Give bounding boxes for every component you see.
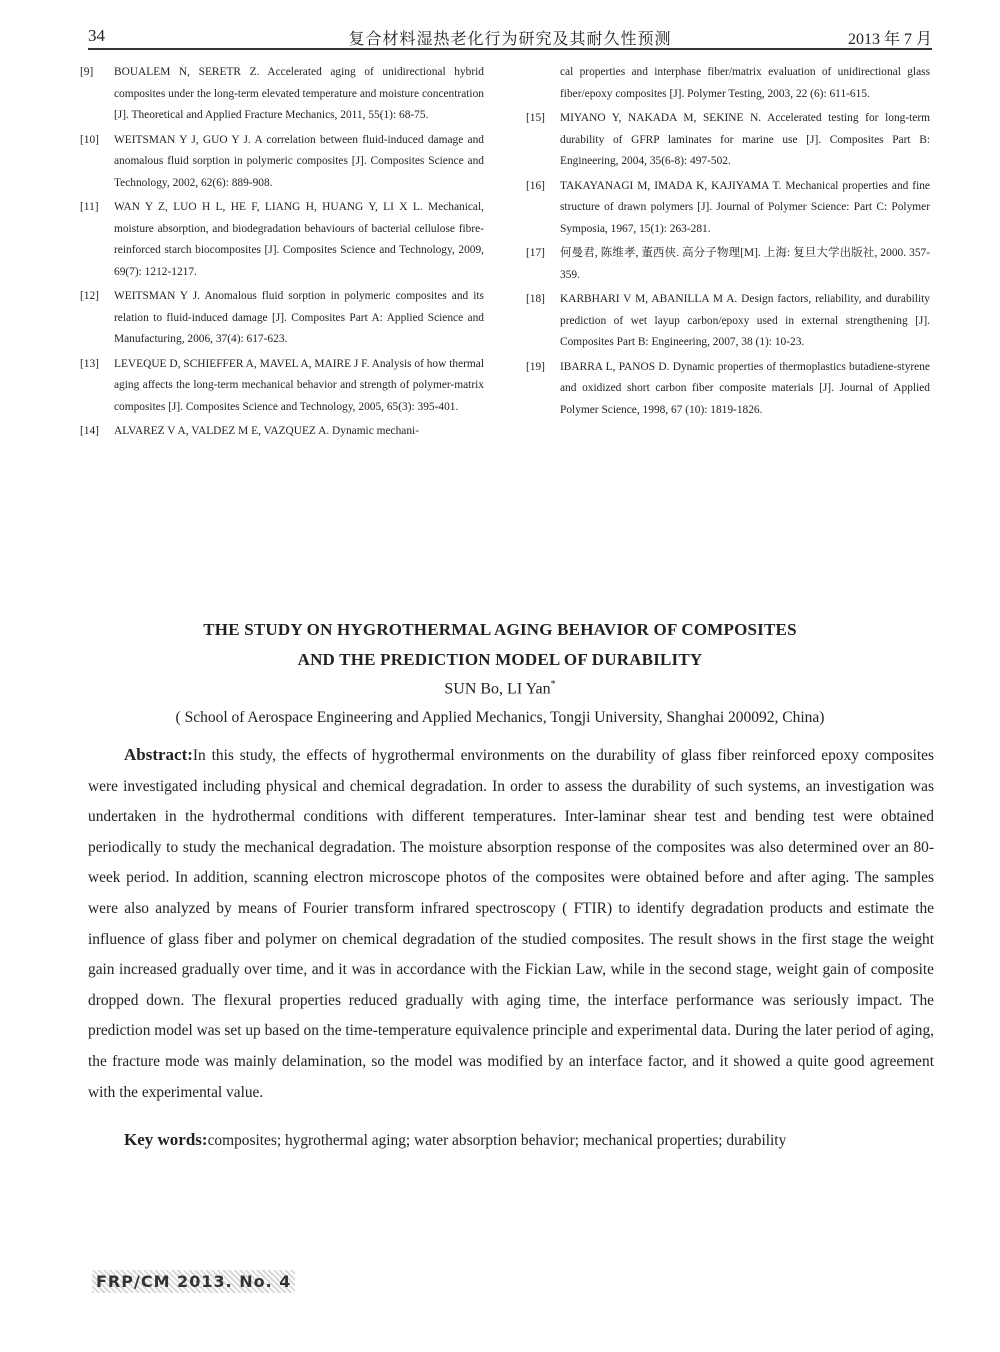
authors <box>80 679 920 698</box>
affiliation: ( School of Aerospace Engineering and Applied Mechanics, Tongji University, Shanghai 200092, China) <box>175 709 825 726</box>
journal-running-title: 复合材料湿热老化行为研究及其耐久性预测 <box>348 29 672 48</box>
corresponding-author-mark: * <box>550 679 556 690</box>
reference-text: MIYANO Y, NAKADA M, SEKINE N. Accelerated testing for long-term durability of GFRP laminates for marine use [J]. Composites Part B: Engineering, 2004, 35(6-8): 497-502. <box>560 112 930 167</box>
reference-number: [11] <box>80 201 99 213</box>
keywords-label: Key words: <box>124 1130 208 1149</box>
reference-number: [9] <box>80 66 94 78</box>
reference-item <box>80 286 484 351</box>
reference-text: TAKAYANAGI M, IMADA K, KAJIYAMA T. Mechanical properties and fine structure of drawn polymers [J]. Journal of Polymer Science: Part C: Polymer Symposia, 1967, 15(1): 263-281. <box>560 179 930 235</box>
references-left-column <box>80 62 484 446</box>
keywords <box>124 1130 934 1150</box>
reference-item <box>526 108 930 173</box>
reference-number: [14] <box>80 425 99 437</box>
reference-item <box>526 289 930 354</box>
keywords-text: composites; hygrothermal aging; water absorption behavior; mechanical properties; durability <box>207 1132 787 1149</box>
reference-item <box>526 357 930 422</box>
journal-issue-footer: FRP/CM 2013. No. 4 <box>92 1270 295 1293</box>
reference-number: [16] <box>526 179 545 192</box>
reference-item <box>80 421 484 443</box>
reference-text: KARBHARI V M, ABANILLA M A. Design factors, reliability, and durability prediction of wet layup carbon/epoxy used in external strengthening [J]. Composites Part B: Engineering, 2007, 38 (1): 10-23. <box>560 293 930 348</box>
reference-text: WEITSMAN Y J. Anomalous fluid sorption in polymeric composites and its relation to fluid-induced damage [J]. Composites Part A: Applied Science and Manufacturing, 2006, 37(4): 617-623. <box>114 290 484 345</box>
reference-text: IBARRA L, PANOS D. Dynamic properties of thermoplastics butadiene-styrene and oxidized short carbon fiber composite materials [J]. Journal of Applied Polymer Science, 1998, 67 (10): 1819-1826. <box>560 360 930 416</box>
reference-number: [17] <box>526 247 545 259</box>
reference-number: [13] <box>80 357 99 370</box>
reference-text: cal properties and interphase fiber/matrix evaluation of unidirectional glass fiber/epoxy composites [J]. Polymer Testing, 2003, 22 (6): 611-615. <box>560 66 930 100</box>
reference-text: WAN Y Z, LUO H L, HE F, LIANG H, HUANG Y, LI X L. Mechanical, moisture absorption, and biodegradation behaviours of bacterial cellulose fibre-reinforced starch biocomposites [J]. Composites Science and Technology, 2009, 69(7): 1212-1217. <box>114 201 484 278</box>
page-number: 34 <box>88 26 105 45</box>
reference-text: 何曼君, 陈维孝, 董西侠. 高分子物理[M]. 上海: 复旦大学出版社, 2000. 357-359. <box>560 247 930 281</box>
running-header <box>88 22 932 50</box>
reference-item <box>80 197 484 283</box>
references-right-column <box>526 62 930 424</box>
reference-item <box>80 130 484 195</box>
reference-item <box>526 62 930 105</box>
reference-text: LEVEQUE D, SCHIEFFER A, MAVEL A, MAIRE J F. Analysis of how thermal aging affects the long-term mechanical behavior and strength of polymer-matrix composites [J]. Composites Science and Technology, 2005, 65(3): 395-401. <box>114 357 484 413</box>
reference-item <box>80 354 484 419</box>
english-title-line-2: AND THE PREDICTION MODEL OF DURABILITY <box>297 650 703 669</box>
abstract <box>88 740 934 1108</box>
reference-item <box>80 62 484 127</box>
issue-date: 2013 年 7 月 <box>847 31 932 48</box>
reference-number: [18] <box>526 293 545 305</box>
reference-number: [15] <box>526 112 545 124</box>
reference-number: [10] <box>80 133 99 146</box>
reference-text: ALVAREZ V A, VALDEZ M E, VAZQUEZ A. Dynamic mechani- <box>114 425 420 437</box>
abstract-text: In this study, the effects of hygrothermal environments on the durability of glass fiber reinforced epoxy composites were investigated including physical and chemical degradation. In order to assess the durability of such systems, an investigation was undertaken in the hydrothermal conditions with different temperatures. Inter-laminar shear test and bending test were obtained periodically to study the mechanical degradation. The moisture absorption response of the composites was also determined over an 80-week period. In addition, scanning electron microscope photos of the composites were obtained before and after aging. The samples were also analyzed by means of Fourier transform infrared spectroscopy ( FTIR) to identify degradation products and estimate the influence of glass fiber and polymer on chemical degradation of the studied composites. The result shows in the first stage the weight gain increased gradually over time, and it was in accordance with the Fickian Law, while in the second stage, weight gain of composite dropped down. The flexural properties reduced gradually with aging time, the interface performance was seriously impact. The prediction model was set up based on the time-temperature equivalence principle and experimental data. During the later period of aging, the fracture mode was mainly delamination, so the model was modified by an interface factor, and it showed a quite good agreement with the experimental value. <box>88 747 934 1101</box>
reference-number <box>526 62 560 105</box>
reference-text: WEITSMAN Y J, GUO Y J. A correlation between fluid-induced damage and anomalous fluid sorption in polymeric composites [J]. Composites Science and Technology, 2002, 62(6): 889-908. <box>114 133 484 189</box>
english-title-line-1: THE STUDY ON HYGROTHERMAL AGING BEHAVIOR OF COMPOSITES <box>203 620 797 639</box>
reference-item <box>526 243 930 286</box>
reference-item <box>526 176 930 241</box>
reference-text: BOUALEM N, SERETR Z. Accelerated aging of unidirectional hybrid composites under the long-term elevated temperature and moisture concentration [J]. Theoretical and Applied Fracture Mechanics, 2011, 55(1): 68-75. <box>114 66 484 121</box>
reference-number: [12] <box>80 290 99 302</box>
abstract-label: Abstract: <box>124 745 193 764</box>
reference-number: [19] <box>526 360 545 373</box>
author-names: SUN Bo, LI Yan <box>444 680 551 698</box>
